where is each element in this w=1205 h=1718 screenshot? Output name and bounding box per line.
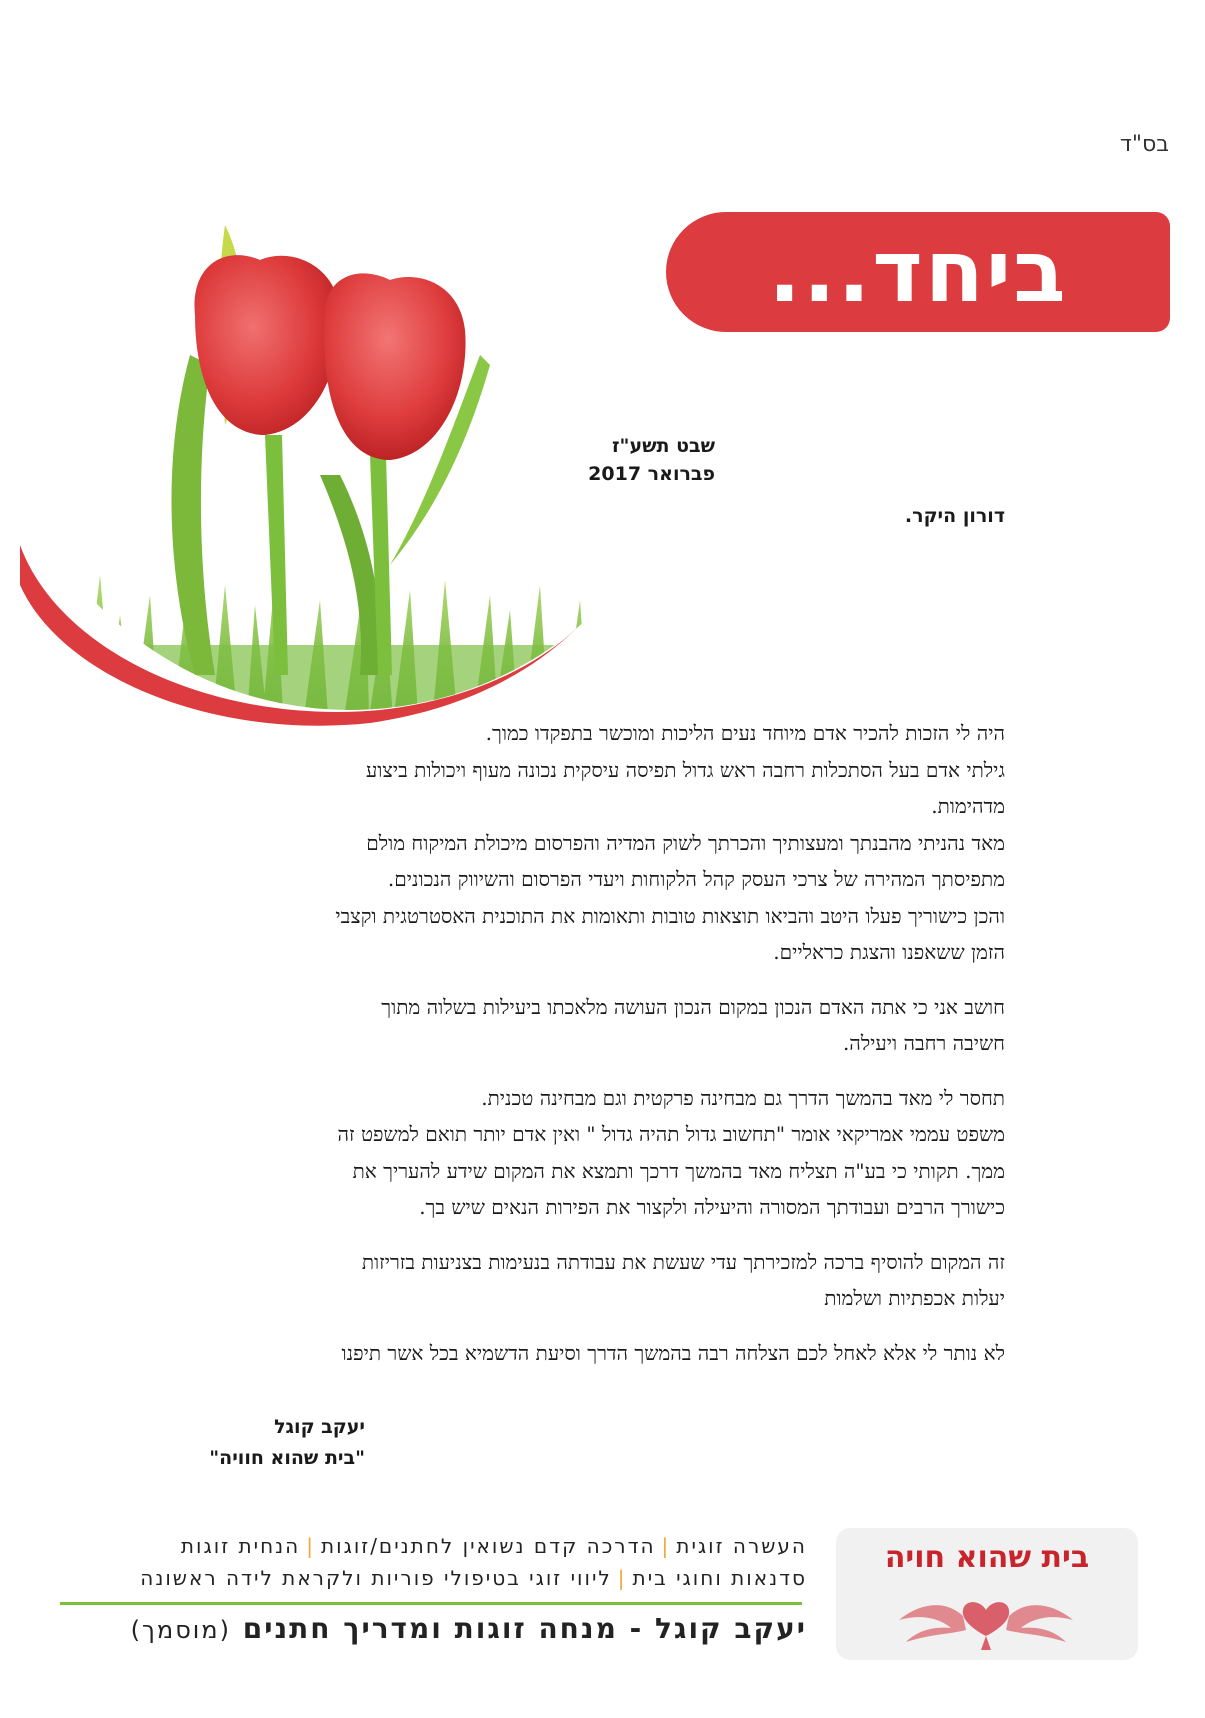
footer-services (140, 1530, 807, 1594)
text-line: מתפיסתך המהירה של צרכי העסק קהל הלקוחות ויעדי הפרסום והשיווק הנכונים. (387, 867, 1005, 891)
paragraph (185, 715, 1005, 971)
license-label: (מוסמך) (130, 1616, 231, 1644)
service-item: סדנאות וחוגי בית (632, 1566, 807, 1590)
text-line: זה המקום להוסיף ברכה למזכירתך עדי שעשת את עבודתה בנעימות בצניעות בזריזות (361, 1249, 1005, 1274)
bsd-header: בס"ד (1119, 132, 1169, 157)
footer-line-2 (140, 1562, 807, 1594)
letter-body (185, 715, 1005, 1389)
tulip-image (20, 205, 660, 745)
paragraph (185, 1335, 1005, 1372)
text-line: והכן כישוריך פעלו היטב והביאו תוצאות טובות ותאומות את התוכנית האסטרטגית וקצבי (335, 903, 1005, 928)
text-line: חושב אני כי אתה האדם הנכון במקום הנכון העושה מלאכתו ביעילות בשלוה מתוך (381, 994, 1005, 1019)
footer-name-line (131, 1612, 807, 1645)
service-item: הנחית זוגות (180, 1534, 301, 1558)
service-item: העשרה זוגית (676, 1534, 807, 1558)
footer-line-1 (140, 1530, 807, 1562)
text-line: לא נותר לי אלא לאחל לכם הצלחה רבה בהמשך הדרך וסיעת הדשמיא בכל אשר תיפנו (341, 1340, 1005, 1365)
footer-name: יעקב קוגל - מנחה זוגות ומדריך חתנים (242, 1612, 807, 1645)
greeting: דורון היקר. (904, 505, 1005, 527)
signature-block (209, 1412, 365, 1474)
text-line: ממך. תקותי כי בע"ה תצליח מאד בהמשך דרכך ותמצא את המקום שידע להעריך את (352, 1158, 1005, 1183)
text-line: כישורך הרבים ועבודתך המסורה והיעילה ולקצור את הפירות הנאים שיש בך. (419, 1195, 1005, 1219)
hearts-ornament-icon (891, 1580, 1081, 1652)
date-block (588, 432, 715, 488)
text-line: מאד נהניתי מהבנתך ומעצותיך והכרתך לשוק המדיה והפרסום מיכולת המיקוח מולם (366, 830, 1005, 855)
signature-org: "בית שהוא חוויה" (209, 1447, 365, 1469)
service-item: ליווי זוגי בטיפולי פוריות ולקראת לידה ראשונה (140, 1566, 612, 1590)
paragraph (185, 989, 1005, 1062)
title-banner (666, 212, 1170, 332)
service-item: הדרכה קדם נשואין לחתנים/זוגות (320, 1534, 656, 1558)
separator-icon: | (661, 1534, 671, 1558)
separator-icon: | (617, 1566, 627, 1590)
page-title: ביחד... (768, 222, 1068, 322)
paragraph (185, 1080, 1005, 1226)
text-line: היה לי הזכות להכיר אדם מיוחד נעים הליכות ומוכשר בתפקדו כמוך. (485, 721, 1005, 745)
signature-name: יעקב קוגל (274, 1416, 365, 1438)
hebrew-date: שבט תשע"ז (611, 435, 715, 457)
text-line: תחסר לי מאד בהמשך הדרך גם מבחינה פרקטית וגם מבחינה טכנית. (481, 1085, 1005, 1110)
text-line: משפט עממי אמריקאי אומר "תחשוב גדול תהיה גדול " ואין אדם יותר תואם למשפט זה (337, 1122, 1005, 1146)
text-line: מדהימות. (931, 794, 1005, 818)
logo-text: בית שהוא חויה (884, 1540, 1090, 1575)
paragraph (185, 1244, 1005, 1317)
logo (836, 1528, 1138, 1660)
gregorian-date: פברואר 2017 (588, 463, 715, 485)
separator-icon: | (306, 1534, 315, 1558)
footer-divider (60, 1602, 802, 1605)
text-line: חשיבה רחבה ויעילה. (842, 1031, 1005, 1055)
text-line: יעלות אכפתיות ושלמות (824, 1286, 1005, 1310)
text-line: הזמן ששאפנו והצגת כראליים. (773, 940, 1005, 964)
text-line: גילתי אדם בעל הסתכלות רחבה ראש גדול תפיסה עיסקית נכונה מעוף ויכולות ביצוע (365, 757, 1005, 782)
